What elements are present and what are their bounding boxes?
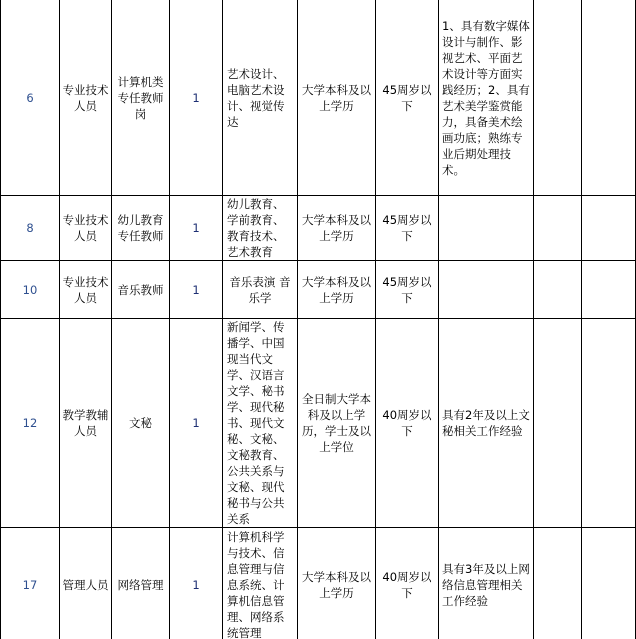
cell-blank [582, 528, 636, 639]
cell-requirements: 具有2年及以上文秘相关工作经验 [439, 319, 534, 528]
cell-blank [534, 0, 582, 196]
cell-count: 1 [170, 319, 223, 528]
cell-blank [534, 528, 582, 639]
cell-education: 大学本科及以上学历 [298, 0, 376, 196]
cell-position: 幼儿教育专任教师 [112, 196, 170, 261]
cell-no: 8 [1, 196, 60, 261]
cell-major: 幼儿教育、学前教育、教育技术、艺术教育 [223, 196, 298, 261]
cell-age: 45周岁以下 [376, 261, 439, 319]
cell-requirements [439, 196, 534, 261]
cell-major: 计算机科学与技术、信息管理与信息系统、计算机信息管理、网络系统管理 [223, 528, 298, 639]
table-row [1, 528, 636, 639]
cell-category: 专业技术人员 [60, 0, 112, 196]
table-row [1, 261, 636, 319]
cell-count: 1 [170, 196, 223, 261]
cell-major: 新闻学、传播学、中国现当代文学、汉语言文学、秘书学、现代秘书、现代文秘、文秘、文秘教育、公共关系与文秘、现代秘书与公共关系 [223, 319, 298, 528]
cell-major: 艺术设计、电脑艺术设计、视觉传达 [223, 0, 298, 196]
cell-count: 1 [170, 528, 223, 639]
cell-category: 管理人员 [60, 528, 112, 639]
cell-education: 大学本科及以上学历 [298, 261, 376, 319]
cell-requirements [439, 261, 534, 319]
cell-age: 40周岁以下 [376, 528, 439, 639]
cell-no: 10 [1, 261, 60, 319]
cell-education: 大学本科及以上学历 [298, 196, 376, 261]
cell-category: 专业技术人员 [60, 196, 112, 261]
cell-no: 17 [1, 528, 60, 639]
cell-count: 1 [170, 0, 223, 196]
cell-blank [582, 0, 636, 196]
cell-blank [534, 196, 582, 261]
cell-category: 专业技术人员 [60, 261, 112, 319]
cell-requirements: 具有3年及以上网络信息管理相关工作经验 [439, 528, 534, 639]
cell-count: 1 [170, 261, 223, 319]
cell-age: 40周岁以下 [376, 319, 439, 528]
cell-major: 音乐表演 音乐学 [223, 261, 298, 319]
cell-position: 计算机类专任教师岗 [112, 0, 170, 196]
cell-category: 教学教辅人员 [60, 319, 112, 528]
cell-age: 45周岁以下 [376, 0, 439, 196]
cell-blank [534, 261, 582, 319]
cell-position: 音乐教师 [112, 261, 170, 319]
cell-requirements: 1、具有数字媒体设计与制作、影视艺术、平面艺术设计等方面实践经历；2、具有艺术美学鉴赏能力，具备美术绘画功底；熟练专业后期处理技术。 [439, 0, 534, 196]
cell-blank [582, 261, 636, 319]
table-row [1, 0, 636, 196]
cell-no: 6 [1, 0, 60, 196]
cell-blank [582, 319, 636, 528]
cell-education: 全日制大学本科及以上学历，学士及以上学位 [298, 319, 376, 528]
cell-education: 大学本科及以上学历 [298, 528, 376, 639]
cell-position: 文秘 [112, 319, 170, 528]
cell-position: 网络管理 [112, 528, 170, 639]
table-row [1, 319, 636, 528]
cell-blank [534, 319, 582, 528]
table-row [1, 196, 636, 261]
cell-blank [582, 196, 636, 261]
cell-no: 12 [1, 319, 60, 528]
cell-age: 45周岁以下 [376, 196, 439, 261]
